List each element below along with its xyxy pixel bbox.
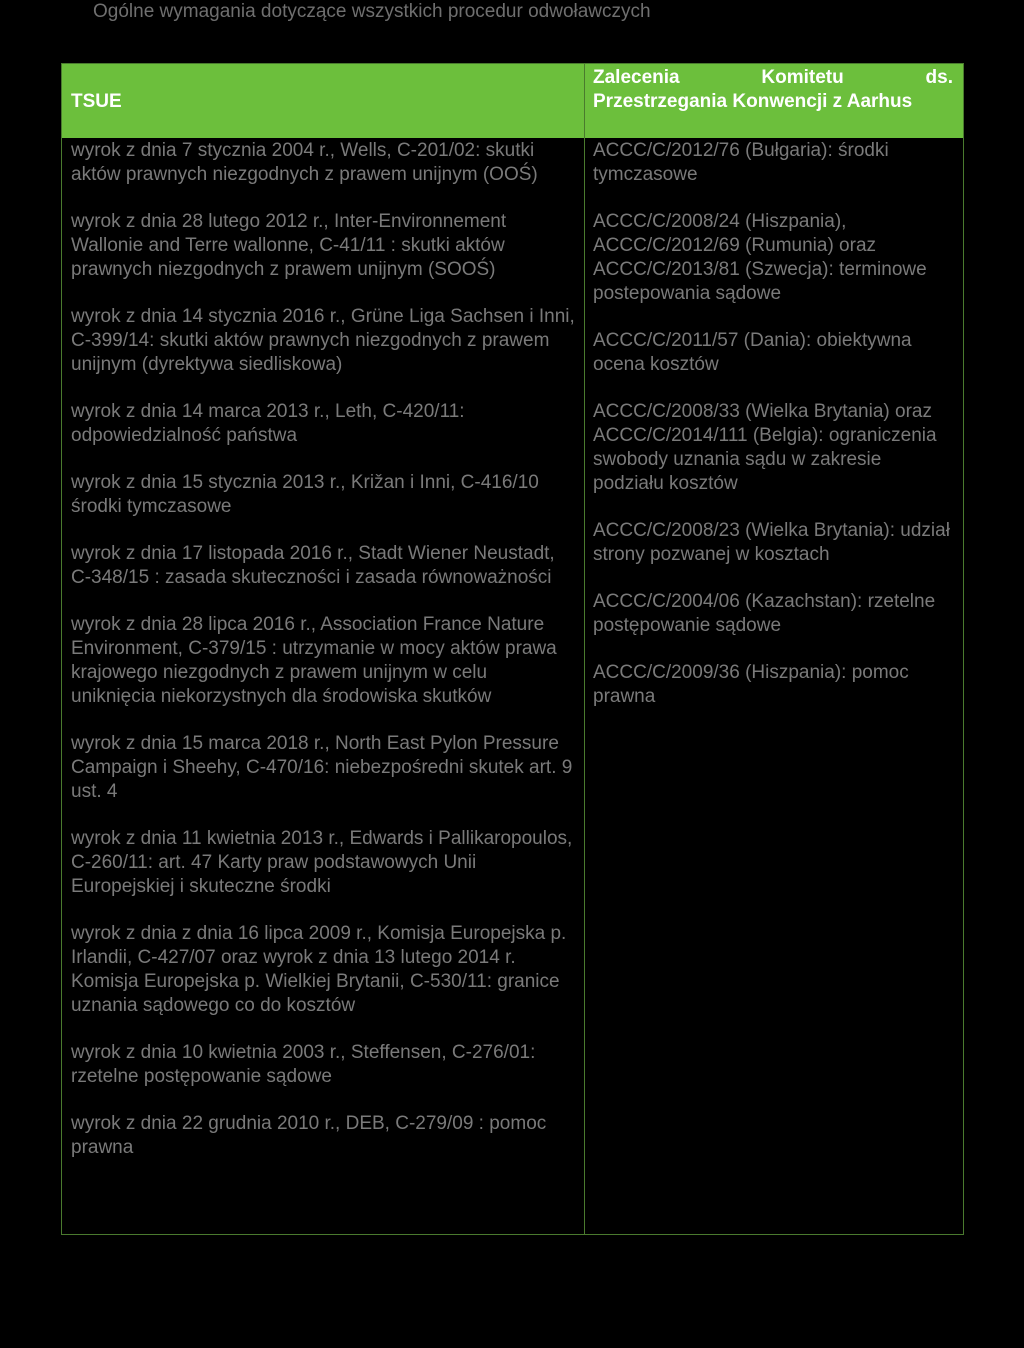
accc-entry: ACCC/C/2008/23 (Wielka Brytania): udział strony pozwanej w kosztach [593,520,950,565]
tsue-entry: wyrok z dnia 28 lutego 2012 r., Inter-Environnement Wallonie and Terre wallonne, C-41/11 : skutki aktów prawnych niezgodnych z prawem unijnym (SOOŚ) [71,211,507,280]
tsue-column [62,138,585,1234]
accc-column [585,138,963,1234]
tsue-entry: wyrok z dnia 28 lipca 2016 r., Association France Nature Environment, C-379/15 : utrzymanie w mocy aktów prawa krajowego niezgodnych z prawem unijnym w celu uniknięcia niekorzystnych dla środowiska skutków [71,614,557,707]
accc-entry: ACCC/C/2009/36 (Hiszpania): pomoc prawna [593,662,909,707]
tsue-entry: wyrok z dnia 17 listopada 2016 r., Stadt Wiener Neustadt, C-348/15 : zasada skuteczności i zasada równoważności [71,543,555,588]
accc-entry: ACCC/C/2011/57 (Dania): obiektywna ocena kosztów [593,330,912,375]
table-body [62,138,963,1234]
tsue-entry: wyrok z dnia 11 kwietnia 2013 r., Edwards i Pallikaropoulos, C-260/11: art. 47 Karty praw podstawowych Unii Europejskiej i skuteczne środki [71,828,573,897]
tsue-entry: wyrok z dnia 14 stycznia 2016 r., Grüne Liga Sachsen i Inni, C-399/14: skutki aktów prawnych niezgodnych z prawem unijnym (dyrektywa siedliskowa) [71,306,575,375]
tsue-entry: wyrok z dnia 7 stycznia 2004 r., Wells, C-201/02: skutki aktów prawnych niezgodnych z prawem unijnym (OOŚ) [71,140,538,185]
tsue-entry: wyrok z dnia 15 stycznia 2013 r., Križan i Inni, C-416/10 środki tymczasowe [71,472,539,517]
running-header: Ogólne wymagania dotyczące wszystkich procedur odwoławczych [93,1,651,22]
accc-entry: ACCC/C/2012/76 (Bułgaria): środki tymczasowe [593,140,889,185]
tsue-entry: wyrok z dnia 10 kwietnia 2003 r., Steffensen, C-276/01: rzetelne postępowanie sądowe [71,1042,536,1087]
tsue-entry: wyrok z dnia 15 marca 2018 r., North East Pylon Pressure Campaign i Sheehy, C-470/16: niebezpośredni skutek art. 9 ust. 4 [71,733,573,802]
tsue-entry: wyrok z dnia 22 grudnia 2010 r., DEB, C-279/09 : pomoc prawna [71,1113,547,1158]
tsue-entry: wyrok z dnia 14 marca 2013 r., Leth, C-420/11: odpowiedzialność państwa [71,401,465,446]
column-heading-accc [585,64,963,138]
accc-entry: ACCC/C/2004/06 (Kazachstan): rzetelne postępowanie sądowe [593,591,936,636]
accc-entry: ACCC/C/2008/33 (Wielka Brytania) oraz ACCC/C/2014/111 (Belgia): ograniczenia swobody uznania sądu w zakresie podziału kosztów [593,401,937,494]
column-heading-accc-line1: Zalecenia Komitetu ds. [593,67,953,88]
column-heading-accc-line2: Przestrzegania Konwencji z Aarhus [593,91,913,112]
column-heading-tsue-label: TSUE [71,91,122,112]
table-header-row [62,64,963,138]
accc-entry: ACCC/C/2008/24 (Hiszpania), ACCC/C/2012/69 (Rumunia) oraz ACCC/C/2013/81 (Szwecja): terminowe postepowania sądowe [593,211,927,304]
tsue-entry: wyrok z dnia z dnia 16 lipca 2009 r., Komisja Europejska p. Irlandii, C-427/07 oraz wyrok z dnia 13 lutego 2014 r. Komisja Europejska p. Wielkiej Brytanii, C-530/11: granice uznania sądowego co do kosztów [71,923,567,1016]
column-heading-tsue [62,64,585,138]
comparison-table [61,63,964,1235]
